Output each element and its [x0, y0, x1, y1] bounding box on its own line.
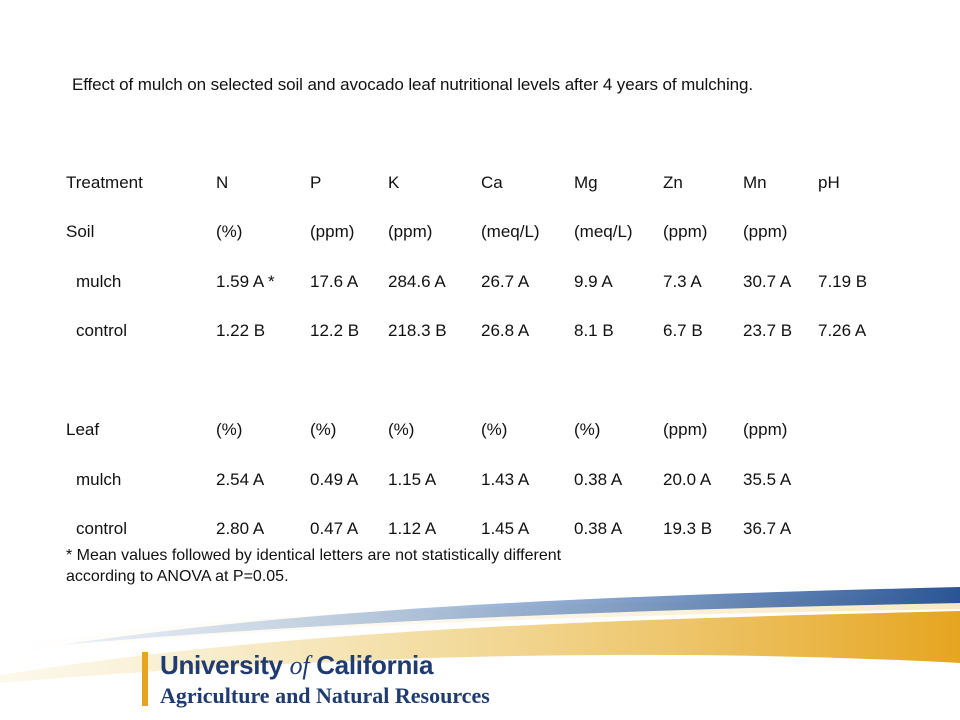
table-cell: 30.7 A [743, 272, 792, 291]
unit-cell: (meq/L) [574, 222, 633, 241]
table-cell: 9.9 A [574, 272, 613, 291]
row-label: control [76, 519, 128, 538]
table-cell: 26.8 A [481, 321, 530, 340]
table-cell: 1.43 A [481, 470, 530, 489]
unit-cell: (ppm) [310, 222, 355, 241]
table-cell: 284.6 A [388, 272, 446, 291]
logo-text: University [160, 650, 290, 680]
header-cell: K [388, 173, 400, 192]
unit-cell: (%) [310, 420, 337, 439]
header-cell: Mn [743, 173, 767, 192]
slide-title: Effect of mulch on selected soil and avocado leaf nutritional levels after 4 years of mulching. [72, 75, 753, 94]
header-cell: pH [818, 173, 840, 192]
table-cell: 0.38 A [574, 470, 623, 489]
unit-cell: (%) [574, 420, 601, 439]
table-cell: 26.7 A [481, 272, 530, 291]
header-cell: Zn [663, 173, 683, 192]
table-cell: 23.7 B [743, 321, 793, 340]
unit-cell: (%) [388, 420, 415, 439]
table-cell: 36.7 A [743, 519, 792, 538]
row-label: control [76, 321, 128, 340]
table-cell: 0.47 A [310, 519, 359, 538]
unit-cell: (ppm) [388, 222, 433, 241]
row-label: mulch [76, 470, 122, 489]
unit-cell: (%) [216, 420, 243, 439]
header-cell: N [216, 173, 229, 192]
table-cell: 7.19 B [818, 272, 868, 291]
unit-cell: (ppm) [663, 420, 708, 439]
logo-division-name: Agriculture and Natural Resources [160, 683, 490, 708]
unit-cell: (meq/L) [481, 222, 540, 241]
footnote [66, 545, 686, 587]
unit-cell: (ppm) [663, 222, 708, 241]
header-cell: Mg [574, 173, 598, 192]
table-cell: 1.22 B [216, 321, 266, 340]
table-cell: 20.0 A [663, 470, 712, 489]
table-cell: 12.2 B [310, 321, 360, 340]
table-cell: 0.38 A [574, 519, 623, 538]
header-cell: Ca [481, 173, 503, 192]
logo-university-name [160, 650, 433, 681]
table-cell: 35.5 A [743, 470, 792, 489]
table-cell: 8.1 B [574, 321, 614, 340]
table-cell: 7.26 A [818, 321, 867, 340]
section-label-soil: Soil [66, 222, 95, 241]
logo-text: of [289, 651, 310, 680]
unit-cell: (ppm) [743, 420, 788, 439]
unit-cell: (%) [481, 420, 508, 439]
section-label-leaf: Leaf [66, 420, 100, 439]
header-cell: Treatment [66, 173, 143, 192]
unit-cell: (%) [216, 222, 243, 241]
table-cell: 1.59 A * [216, 272, 275, 291]
table-cell: 2.54 A [216, 470, 265, 489]
logo-bar [142, 652, 148, 706]
table-cell: 7.3 A [663, 272, 702, 291]
table-cell: 218.3 B [388, 321, 447, 340]
row-label: mulch [76, 272, 122, 291]
table-cell: 1.15 A [388, 470, 437, 489]
table-cell: 2.80 A [216, 519, 265, 538]
table-cell: 1.12 A [388, 519, 437, 538]
table-cell: 1.45 A [481, 519, 530, 538]
footnote-line: according to ANOVA at P=0.05. [66, 568, 289, 585]
header-cell: P [310, 173, 322, 192]
table-cell: 0.49 A [310, 470, 359, 489]
table-cell: 6.7 B [663, 321, 703, 340]
table-cell: 17.6 A [310, 272, 359, 291]
unit-cell: (ppm) [743, 222, 788, 241]
logo-text: California [309, 650, 434, 680]
table-cell: 19.3 B [663, 519, 713, 538]
footnote-line: * Mean values followed by identical letters are not statistically different [66, 547, 562, 564]
